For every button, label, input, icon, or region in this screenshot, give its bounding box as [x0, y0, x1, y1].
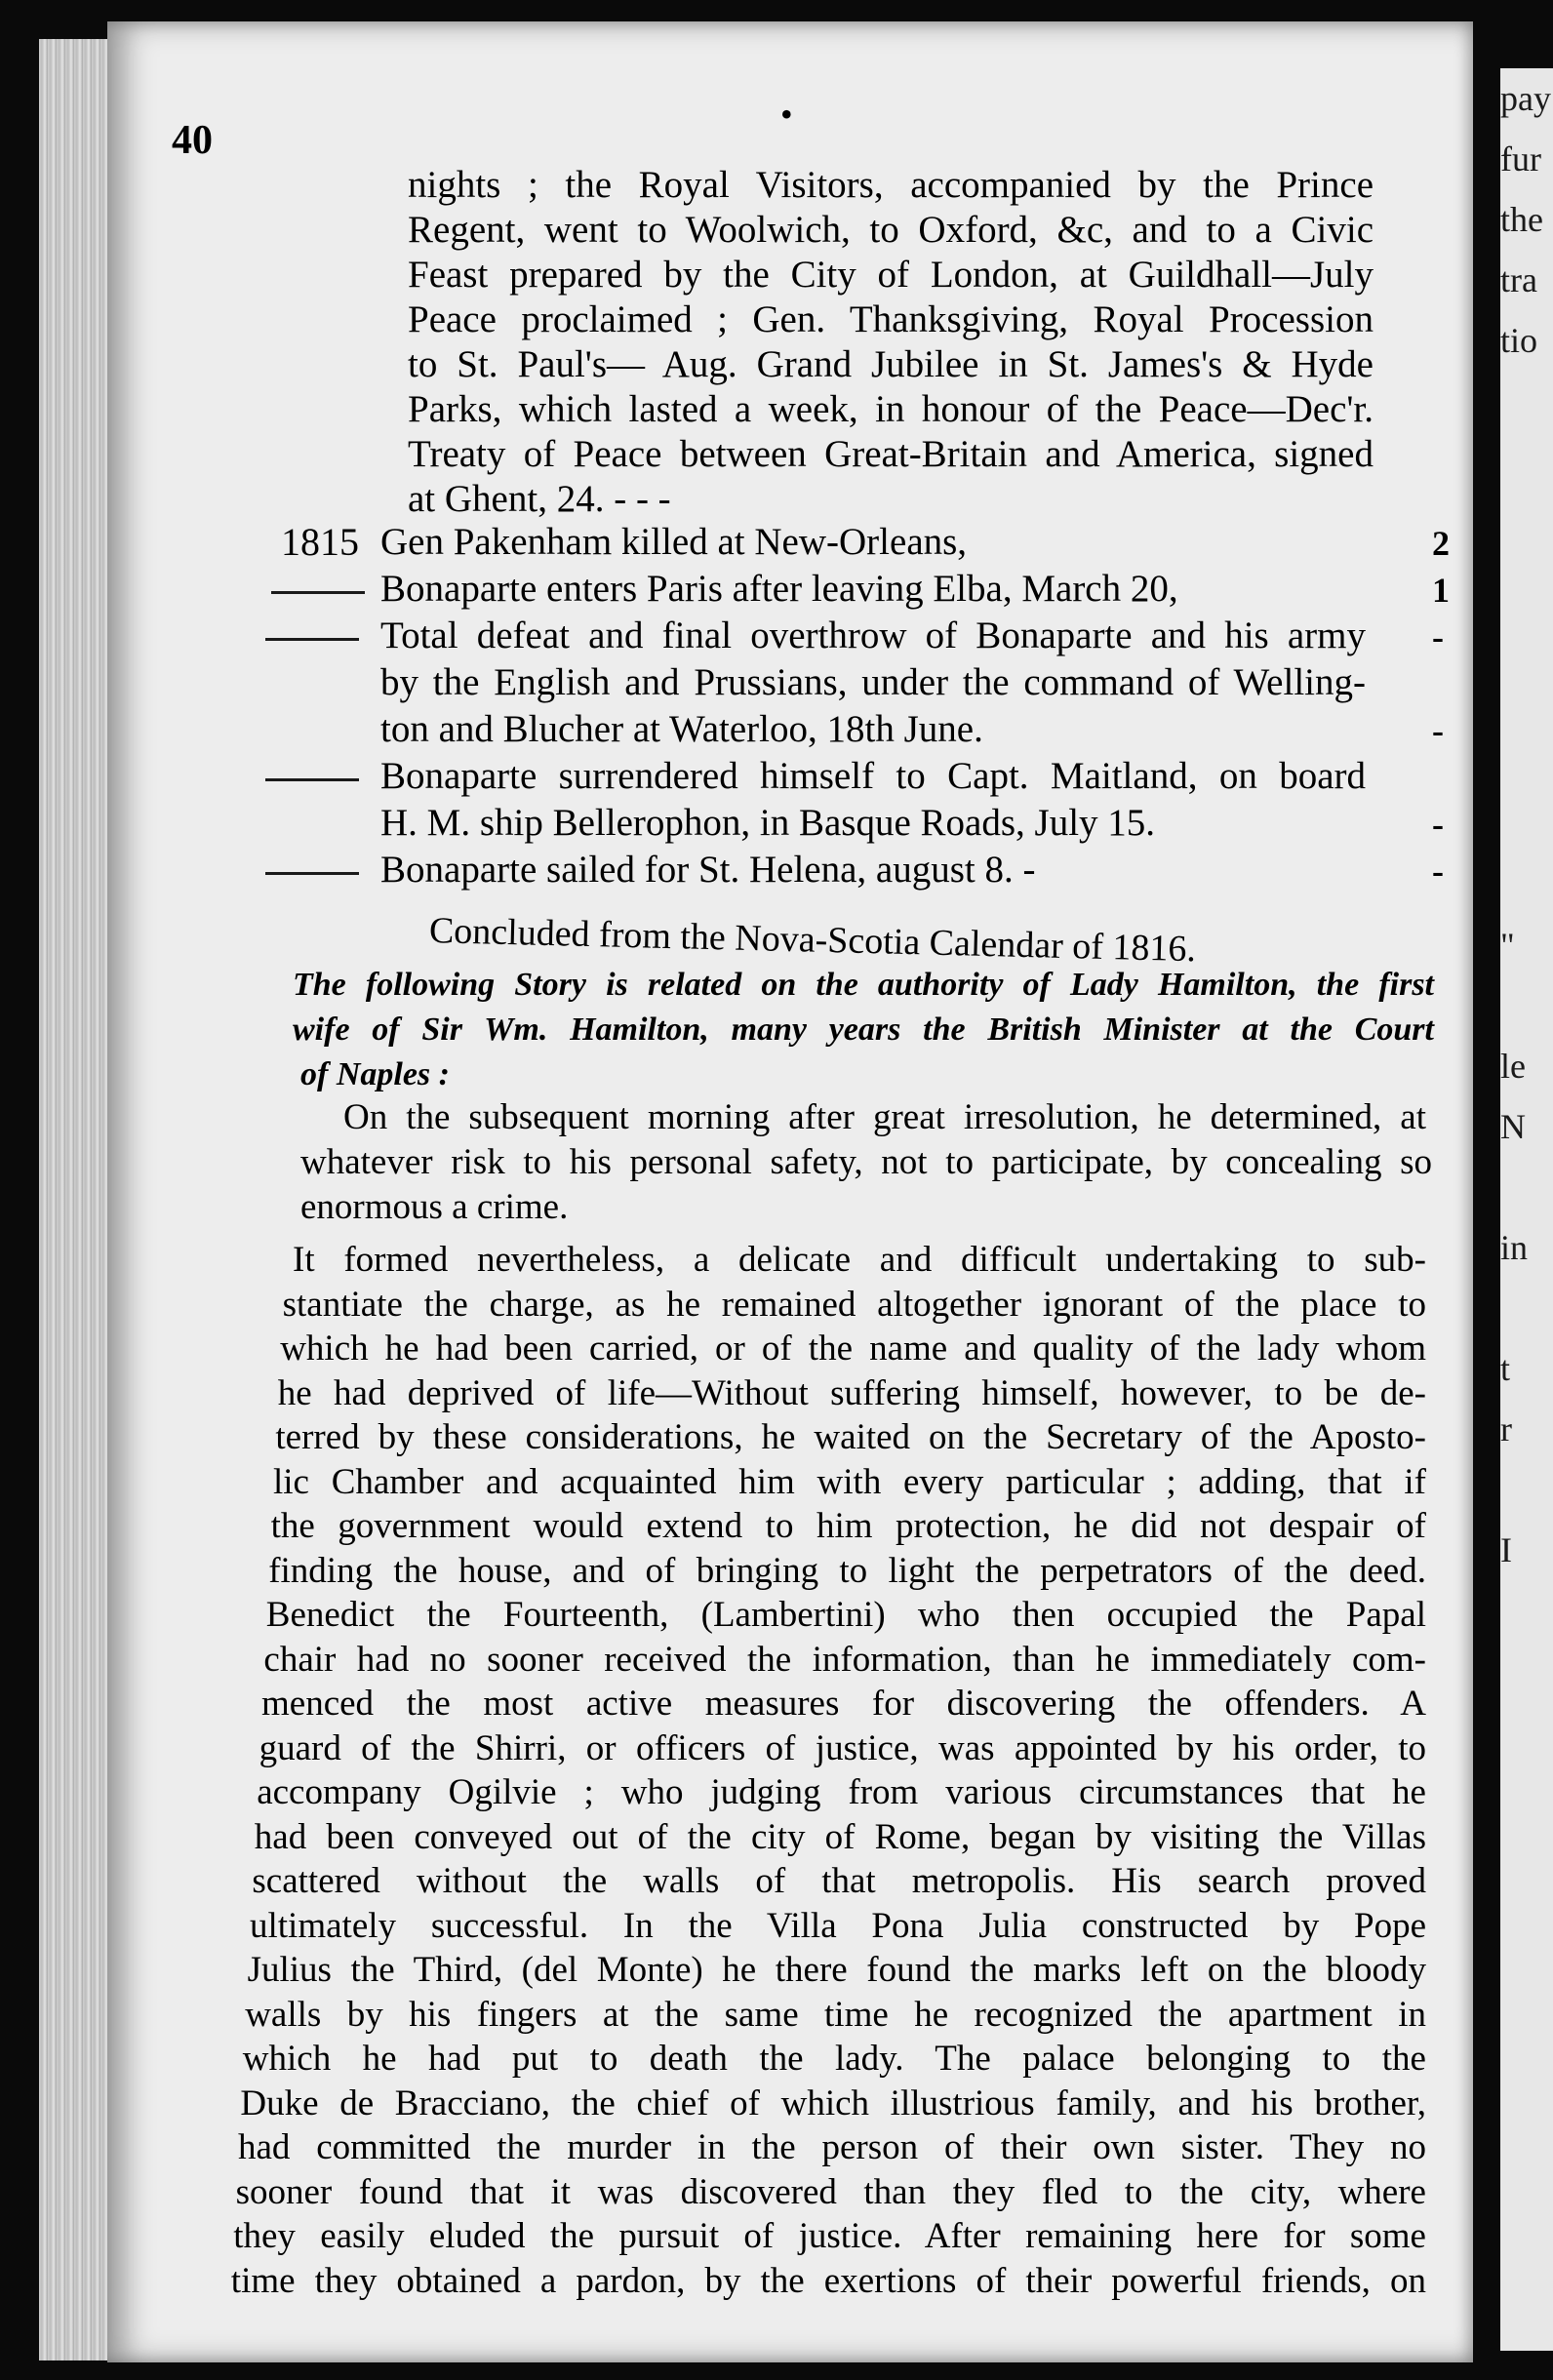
ditto-dash: [271, 591, 365, 594]
ditto-dash: [265, 872, 359, 875]
chronicle-entry: Total defeat and final overthrow of Bonaparte and his army: [380, 615, 1366, 656]
paragraph-line: On the subsequent morning after great irresolution, he determined, at: [343, 1097, 1426, 1137]
chronicle-entry: Bonaparte enters Paris after leaving Elba, March 20,: [380, 568, 1178, 610]
adjacent-fragment-text: I: [1500, 1530, 1512, 1569]
adjacent-fragment-text: [1500, 613, 1553, 673]
adjacent-fragment-text: r: [1500, 1409, 1512, 1448]
adjacent-fragment-text: in: [1500, 1228, 1529, 1267]
paragraph-line: Benedict the Fourteenth, (Lambertini) who then occupied the Papal: [265, 1595, 1426, 1635]
paragraph-line: enormous a crime.: [300, 1187, 569, 1227]
paragraph-line: time they obtained a pardon, by the exertions of their powerful friends, on: [230, 2260, 1426, 2301]
adjacent-fragment-text: pay: [1500, 79, 1551, 118]
paragraph-line: accompany Ogilvie ; who judging from various circumstances that he: [257, 1772, 1426, 1812]
adjacent-fragment-text: fur: [1500, 139, 1541, 178]
adjacent-fragment-text: ": [1500, 926, 1515, 965]
paragraph-line: they easily eluded the pursuit of justice. After remaining here for some: [233, 2216, 1426, 2256]
adjacent-fragment-text: N: [1500, 1107, 1526, 1146]
intro-line: of Naples :: [300, 1056, 450, 1092]
adjacent-fragment-text: [1500, 552, 1553, 613]
paragraph-line: menced the most active measures for discovering the offenders. A: [261, 1684, 1426, 1724]
paragraph-line: he had deprived of life—Without suffering himself, however, to be de-: [277, 1372, 1426, 1413]
print-speck: •: [780, 95, 793, 134]
paragraph-line: sooner found that it was discovered than they fled to the city, where: [235, 2171, 1426, 2212]
paragraph-line: It formed nevertheless, a delicate and difficult undertaking to sub-: [293, 1240, 1426, 1280]
adjacent-fragment-text: [1500, 492, 1553, 552]
paragraph-line: which he had been carried, or of the name and quality of the lady whom: [280, 1329, 1426, 1368]
chronicle-entry: H. M. ship Bellerophon, in Basque Roads, July 15.: [380, 802, 1156, 844]
chronicle-entry: ton and Blucher at Waterloo, 18th June.: [380, 708, 983, 750]
paragraph-line: Julius the Third, (del Monte) he there found the marks left on the bloody: [247, 1950, 1426, 1990]
paragraph-line: ultimately successful. In the Villa Pona Julia constructed by Pope: [250, 1905, 1426, 1946]
intro-line: wife of Sir Wm. Hamilton, many years the British Minister at the Court: [293, 1012, 1434, 1048]
paragraph-line: chair had no sooner received the information, than he immediately com-: [263, 1639, 1426, 1680]
ditto-dash: [265, 778, 359, 781]
chronicle-line: at Ghent, 24. - - -: [408, 478, 671, 520]
intro-line: The following Story is related on the authority of Lady Hamilton, the first: [293, 967, 1434, 1003]
adjacent-fragment-text: [1500, 1157, 1553, 1217]
paragraph-line: guard of the Shirri, or officers of justice, was appointed by his order, to: [259, 1727, 1426, 1768]
paragraph-line: which he had put to death the lady. The palace belonging to the: [242, 2039, 1426, 2079]
adjacent-fragment-text: [1500, 1278, 1553, 1338]
margin-value: -: [1432, 711, 1444, 750]
adjacent-fragment-text: tio: [1500, 321, 1538, 360]
margin-value: -: [1432, 805, 1444, 844]
chronicle-entry: Bonaparte surrendered himself to Capt. Maitland, on board: [380, 755, 1366, 797]
margin-value: -: [1432, 852, 1444, 891]
paragraph-line: Duke de Bracciano, the chief of which illustrious family, and his brother,: [240, 2082, 1426, 2123]
adjacent-fragment-text: [1500, 1580, 1553, 1641]
adjacent-fragment-text: [1500, 431, 1553, 492]
page-number: 40: [172, 118, 213, 163]
year-1815: 1815: [281, 520, 359, 564]
paragraph-line: terred by these considerations, he waited on the Secretary of the Aposto-: [275, 1417, 1426, 1457]
adjacent-fragment-text: [1500, 1641, 1553, 1701]
adjacent-fragment-text: [1500, 734, 1553, 794]
adjacent-fragment-text: tra: [1500, 260, 1537, 299]
chronicle-line: Peace proclaimed ; Gen. Thanksgiving, Royal Procession: [408, 298, 1374, 340]
story-heading: Concluded from the Nova-Scotia Calendar of 1816.: [428, 910, 1197, 971]
adjacent-fragment-text: the: [1500, 200, 1543, 239]
chronicle-line: Regent, went to Woolwich, to Oxford, &c, and to a Civic: [408, 209, 1374, 251]
paragraph-line: finding the house, and of bringing to light the perpetrators of the deed.: [268, 1550, 1426, 1591]
adjacent-fragment-text: [1500, 854, 1553, 915]
ditto-dash: [265, 638, 359, 641]
adjacent-fragment-text: [1500, 794, 1553, 854]
chronicle-line: nights ; the Royal Visitors, accompanied by the Prince: [408, 164, 1374, 206]
paragraph-line: the government would extend to him protection, he did not despair of: [270, 1506, 1426, 1546]
paragraph-line: lic Chamber and acquainted him with every particular ; adding, that if: [273, 1461, 1426, 1502]
margin-value: 1: [1432, 571, 1450, 610]
adjacent-fragment-text: [1500, 1459, 1553, 1520]
margin-value: 2: [1432, 524, 1450, 563]
adjacent-page-fragment: [1500, 68, 1553, 2351]
paragraph-line: scattered without the walls of that metropolis. His search proved: [252, 1861, 1426, 1901]
chronicle-line: Treaty of Peace between Great-Britain and America, signed: [408, 433, 1374, 475]
paragraph-line: walls by his fingers at the same time he recognized the apartment in: [245, 1994, 1426, 2035]
adjacent-fragment-text: [1500, 975, 1553, 1036]
paragraph-line: whatever risk to his personal safety, not to participate, by concealing so: [300, 1142, 1432, 1182]
margin-value: -: [1432, 617, 1444, 656]
adjacent-fragment-text: [1500, 673, 1553, 734]
adjacent-fragment-text: le: [1500, 1047, 1526, 1086]
chronicle-line: Parks, which lasted a week, in honour of the Peace—Dec'r.: [408, 388, 1374, 430]
paragraph-line: had committed the murder in the person of their own sister. They no: [238, 2127, 1426, 2167]
adjacent-fragment-text: [1500, 371, 1553, 431]
paragraph-line: had been conveyed out of the city of Rome, began by visiting the Villas: [254, 1816, 1426, 1857]
chronicle-line: Feast prepared by the City of London, at Guildhall—July: [408, 254, 1374, 296]
paragraph-line: stantiate the charge, as he remained altogether ignorant of the place to: [282, 1284, 1426, 1325]
chronicle-entry: Gen Pakenham killed at New-Orleans,: [380, 521, 968, 563]
chronicle-line: to St. Paul's— Aug. Grand Jubilee in St. James's & Hyde: [408, 343, 1374, 385]
chronicle-entry: Bonaparte sailed for St. Helena, august 8. -: [380, 849, 1036, 891]
chronicle-entry: by the English and Prussians, under the command of Welling-: [380, 661, 1366, 703]
adjacent-fragment-text: t: [1500, 1349, 1511, 1388]
